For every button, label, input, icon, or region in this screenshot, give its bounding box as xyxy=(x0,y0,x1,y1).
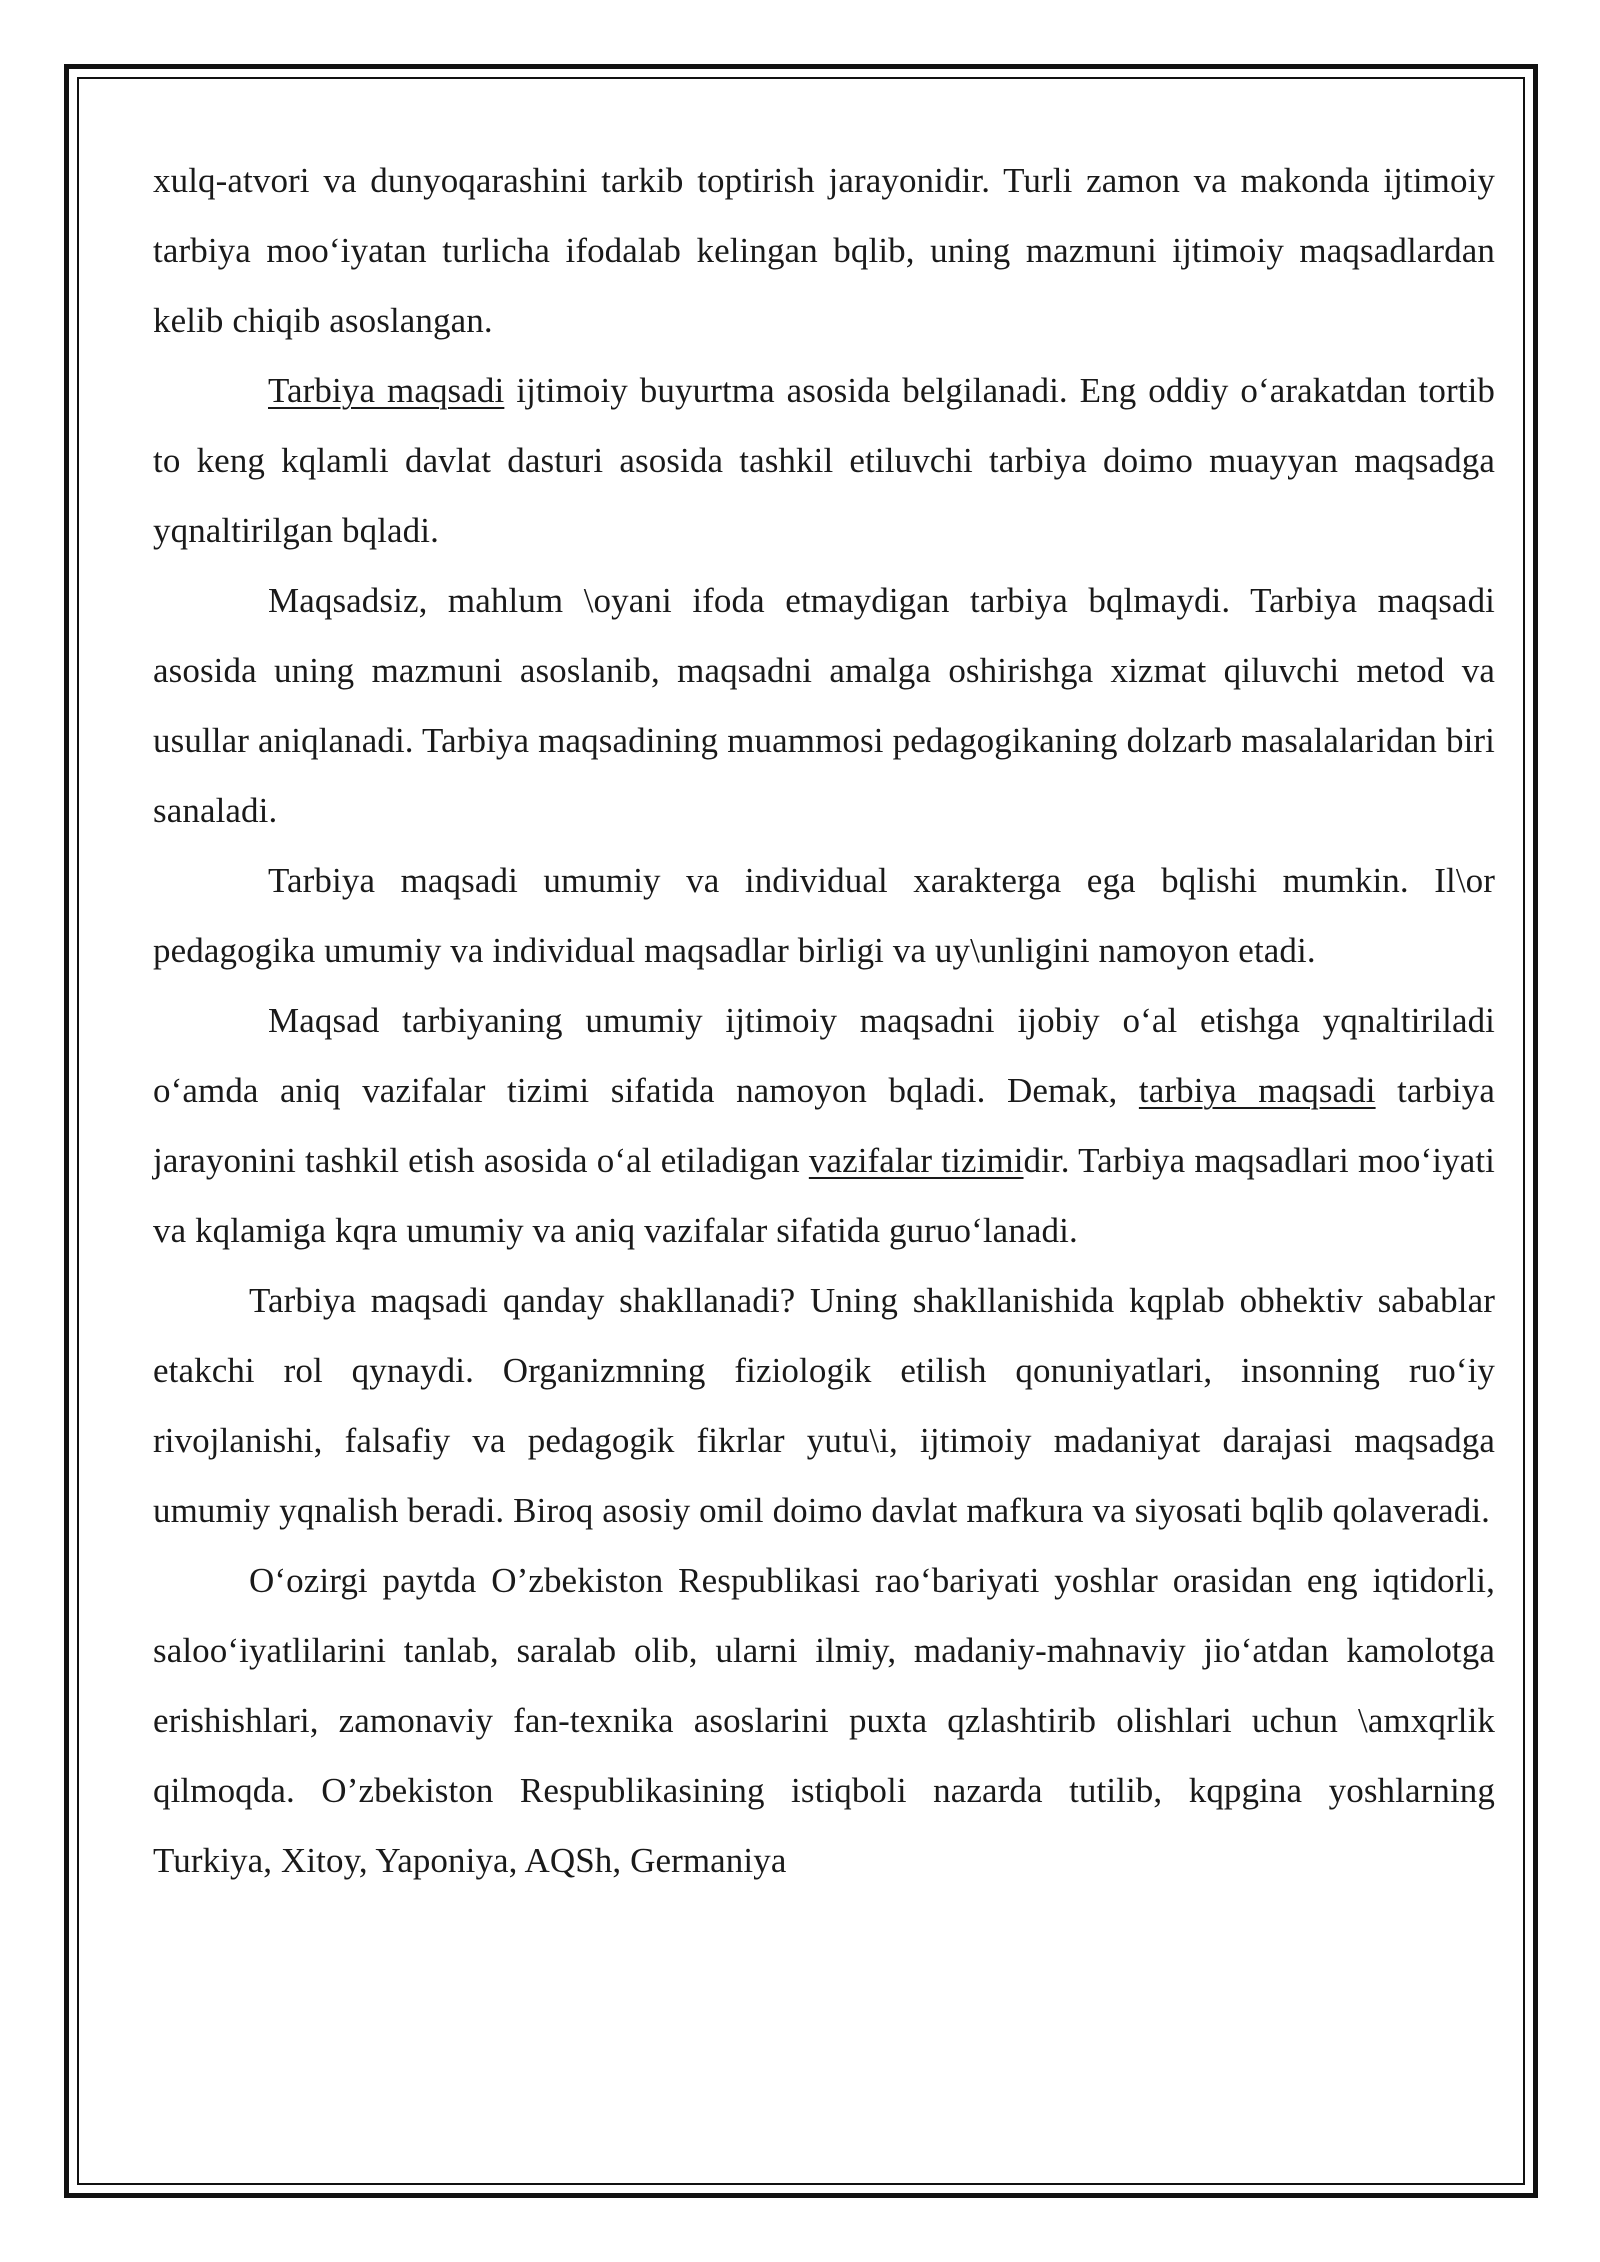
paragraph-1 xyxy=(153,146,1495,356)
paragraph-text: Maqsadsiz, mahlum \oyani ifoda etmaydigan tarbiya bqlmaydi. Tarbiya maqsadi asosida uning mazmuni asoslanib, maqsadni amalga oshirishga xizmat qiluvchi metod va usullar aniqlanadi. Tarbiya maqsadining muammosi pedagogikaning dolzarb masalalaridan biri sanaladi. xyxy=(153,581,1495,830)
underlined-term: vazifalar tizimi xyxy=(808,1141,1024,1180)
paragraph-6 xyxy=(153,1266,1495,1546)
paragraph-text: Tarbiya maqsadi umumiy va individual xarakterga ega bqlishi mumkin. Il\or pedagogika umumiy va individual maqsadlar birligi va uy\unligini namoyon etadi. xyxy=(153,861,1495,970)
paragraph-text: O‘ozirgi paytda O’zbekiston Respublikasi rao‘bariyati yoshlar orasidan eng iqtidorli, saloo‘iyatlilarini tanlab, saralab olib, ularni ilmiy, madaniy-mahnaviy jio‘atdan kamolotga erishishlari, zamonaviy fan-texnika asoslarini puxta qzlashtirib olishlari uchun \amxqrlik qilmoqda. O’zbekiston Respublikasining istiqboli nazarda tutilib, kqpgina yoshlarning Turkiya, Xitoy, Yaponiya, AQSh, Germaniya xyxy=(153,1561,1495,1880)
paragraph-text: ijtimoiy buyurtma asosida belgilanadi. Eng oddiy o‘arakatdan tortib to keng kqlamli davlat dasturi asosida tashkil etiluvchi tarbiya doimo muayyan maqsadga yqnaltirilgan bqladi. xyxy=(153,371,1495,550)
paragraph-text: xulq-atvori va dunyoqarashini tarkib toptirish jarayonidir. Turli zamon va makonda ijtimoiy tarbiya moo‘iyatan turlicha ifodalab kelingan bqlib, uning mazmuni ijtimoiy maqsadlardan kelib chiqib asoslangan. xyxy=(153,161,1495,340)
paragraph-3 xyxy=(153,566,1495,846)
paragraph-2 xyxy=(153,356,1495,566)
underlined-term: tarbiya maqsadi xyxy=(1138,1071,1376,1110)
paragraph-text: Tarbiya maqsadi qanday shakllanadi? Uning shakllanishida kqplab obhektiv sabablar etakchi rol qynaydi. Organizmning fiziologik etilish qonuniyatlari, insonning ruo‘iy rivojlanishi, falsafiy va pedagogik fikrlar yutu\i, ijtimoiy madaniyat darajasi maqsadga umumiy yqnalish beradi. Biroq asosiy omil doimo davlat mafkura va siyosati bqlib qolaveradi. xyxy=(153,1281,1495,1530)
paragraph-text: Maqsad tarbiyaning umumiy ijtimoiy maqsadni ijobiy o‘al etishga yqnaltiriladi o‘amda aniq vazifalar tizimi sifatida namoyon bqladi. Demak, xyxy=(153,1001,1495,1110)
paragraph-4 xyxy=(153,846,1495,986)
paragraph-text: dir. Tarbiya maqsadlari moo‘iyati va kqlamiga kqra umumiy va aniq vazifalar sifatida guruo‘lanadi. xyxy=(153,1141,1495,1250)
underlined-term: Tarbiya maqsadi xyxy=(268,371,505,410)
paragraph-7 xyxy=(153,1546,1495,1896)
paragraph-text: tarbiya jarayonini tashkil etish asosida o‘al etiladigan xyxy=(153,1071,1495,1180)
document-body xyxy=(153,146,1495,1896)
paragraph-5 xyxy=(153,986,1495,1266)
